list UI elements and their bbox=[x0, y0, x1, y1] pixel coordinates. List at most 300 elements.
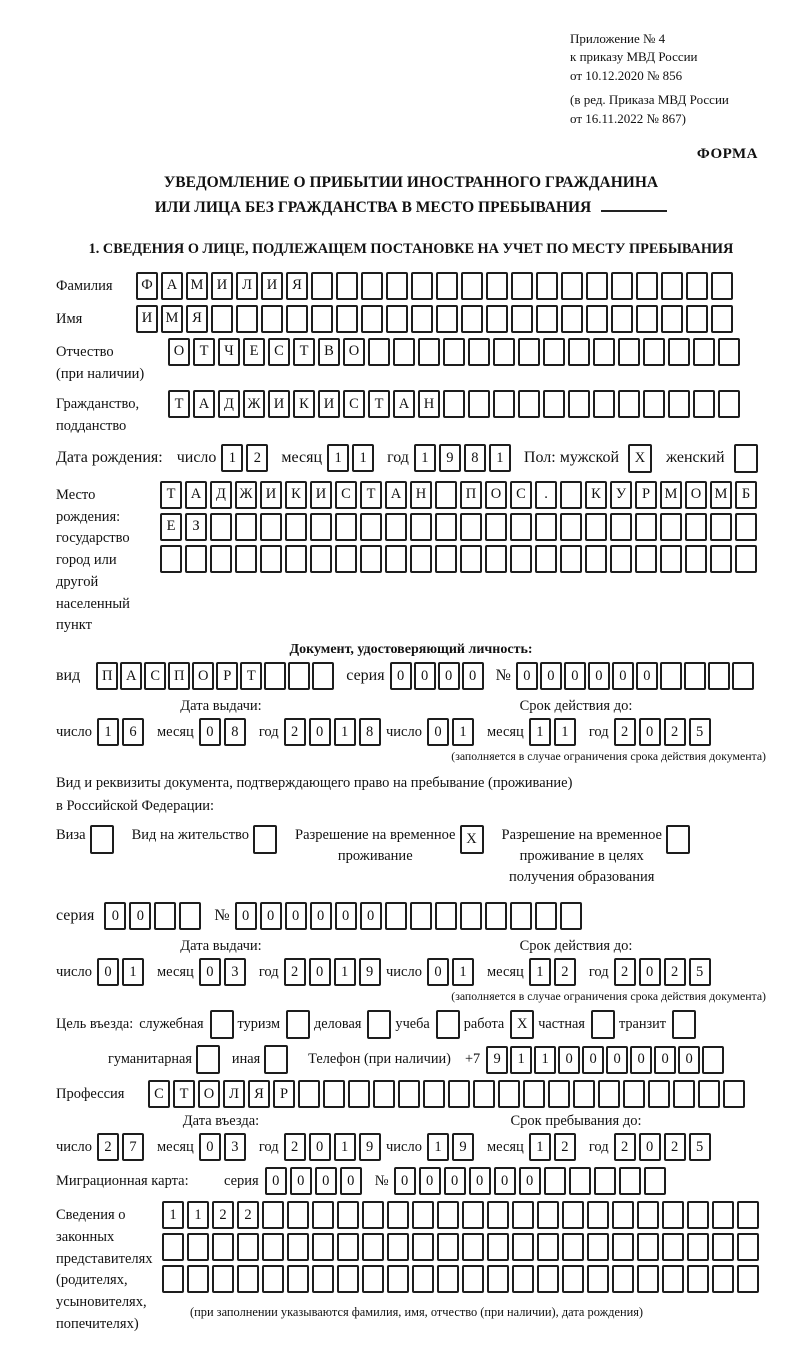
char-cell[interactable]: 0 bbox=[540, 662, 562, 690]
char-cell[interactable] bbox=[337, 1201, 359, 1229]
char-cell[interactable] bbox=[661, 272, 683, 300]
purpose-business-checkbox[interactable] bbox=[367, 1010, 391, 1039]
purpose-work-checkbox[interactable]: X bbox=[510, 1010, 534, 1039]
birth-day-cells[interactable] bbox=[221, 444, 271, 472]
char-cell[interactable] bbox=[411, 272, 433, 300]
purpose-transit-checkbox[interactable] bbox=[672, 1010, 696, 1039]
char-cell[interactable] bbox=[312, 662, 334, 690]
char-cell[interactable] bbox=[435, 902, 457, 930]
char-cell[interactable]: 0 bbox=[414, 662, 436, 690]
char-cell[interactable]: 1 bbox=[554, 718, 576, 746]
char-cell[interactable] bbox=[537, 1201, 559, 1229]
char-cell[interactable] bbox=[593, 338, 615, 366]
char-cell[interactable]: 0 bbox=[199, 958, 221, 986]
char-cell[interactable]: 1 bbox=[427, 1133, 449, 1161]
char-cell[interactable] bbox=[693, 390, 715, 418]
char-cell[interactable] bbox=[561, 305, 583, 333]
char-cell[interactable]: С bbox=[148, 1080, 170, 1108]
char-cell[interactable]: И bbox=[136, 305, 158, 333]
citizenship-cells[interactable] bbox=[168, 390, 743, 418]
char-cell[interactable]: 3 bbox=[224, 958, 246, 986]
char-cell[interactable] bbox=[610, 545, 632, 573]
char-cell[interactable] bbox=[362, 1265, 384, 1293]
char-cell[interactable] bbox=[637, 1201, 659, 1229]
char-cell[interactable] bbox=[673, 1080, 695, 1108]
residence-issue-month-cells[interactable] bbox=[199, 958, 249, 986]
char-cell[interactable] bbox=[643, 338, 665, 366]
char-cell[interactable]: 0 bbox=[199, 1133, 221, 1161]
char-cell[interactable] bbox=[536, 272, 558, 300]
char-cell[interactable] bbox=[387, 1201, 409, 1229]
char-cell[interactable]: И bbox=[211, 272, 233, 300]
char-cell[interactable] bbox=[436, 305, 458, 333]
char-cell[interactable] bbox=[718, 390, 740, 418]
char-cell[interactable]: Я bbox=[186, 305, 208, 333]
char-cell[interactable] bbox=[485, 545, 507, 573]
char-cell[interactable] bbox=[486, 305, 508, 333]
char-cell[interactable] bbox=[335, 545, 357, 573]
char-cell[interactable] bbox=[512, 1265, 534, 1293]
char-cell[interactable] bbox=[711, 272, 733, 300]
char-cell[interactable] bbox=[212, 1233, 234, 1261]
char-cell[interactable]: Е bbox=[160, 513, 182, 541]
char-cell[interactable] bbox=[737, 1265, 759, 1293]
char-cell[interactable] bbox=[187, 1265, 209, 1293]
char-cell[interactable] bbox=[712, 1265, 734, 1293]
purpose-tourism-checkbox[interactable] bbox=[286, 1010, 310, 1039]
char-cell[interactable]: В bbox=[318, 338, 340, 366]
representatives-row1[interactable] bbox=[162, 1201, 762, 1229]
char-cell[interactable] bbox=[160, 545, 182, 573]
char-cell[interactable] bbox=[737, 1233, 759, 1261]
char-cell[interactable]: 0 bbox=[285, 902, 307, 930]
char-cell[interactable] bbox=[586, 272, 608, 300]
char-cell[interactable] bbox=[460, 513, 482, 541]
char-cell[interactable] bbox=[368, 338, 390, 366]
char-cell[interactable]: А bbox=[193, 390, 215, 418]
char-cell[interactable] bbox=[162, 1265, 184, 1293]
char-cell[interactable] bbox=[593, 390, 615, 418]
char-cell[interactable] bbox=[348, 1080, 370, 1108]
char-cell[interactable]: 0 bbox=[260, 902, 282, 930]
representatives-row2[interactable] bbox=[162, 1233, 762, 1261]
char-cell[interactable] bbox=[712, 1233, 734, 1261]
entry-month-cells[interactable] bbox=[199, 1133, 249, 1161]
char-cell[interactable]: О bbox=[485, 481, 507, 509]
char-cell[interactable] bbox=[660, 545, 682, 573]
char-cell[interactable] bbox=[560, 545, 582, 573]
char-cell[interactable]: 0 bbox=[315, 1167, 337, 1195]
char-cell[interactable]: 1 bbox=[414, 444, 436, 472]
char-cell[interactable]: 0 bbox=[265, 1167, 287, 1195]
char-cell[interactable] bbox=[735, 545, 757, 573]
char-cell[interactable] bbox=[660, 513, 682, 541]
char-cell[interactable] bbox=[443, 390, 465, 418]
char-cell[interactable] bbox=[473, 1080, 495, 1108]
char-cell[interactable]: 0 bbox=[639, 1133, 661, 1161]
char-cell[interactable] bbox=[510, 545, 532, 573]
representatives-row3[interactable] bbox=[162, 1265, 762, 1293]
char-cell[interactable] bbox=[287, 1265, 309, 1293]
char-cell[interactable]: 0 bbox=[199, 718, 221, 746]
char-cell[interactable] bbox=[623, 1080, 645, 1108]
char-cell[interactable] bbox=[493, 338, 515, 366]
purpose-humanitarian-checkbox[interactable] bbox=[196, 1045, 220, 1074]
char-cell[interactable]: Т bbox=[293, 338, 315, 366]
char-cell[interactable] bbox=[569, 1167, 591, 1195]
visa-checkbox[interactable] bbox=[90, 825, 114, 854]
stay-year-cells[interactable] bbox=[614, 1133, 714, 1161]
temp-residence-education-checkbox[interactable] bbox=[666, 825, 690, 854]
char-cell[interactable] bbox=[412, 1233, 434, 1261]
char-cell[interactable]: 1 bbox=[529, 718, 551, 746]
char-cell[interactable]: Я bbox=[248, 1080, 270, 1108]
char-cell[interactable] bbox=[487, 1265, 509, 1293]
char-cell[interactable] bbox=[361, 272, 383, 300]
char-cell[interactable] bbox=[385, 545, 407, 573]
char-cell[interactable]: И bbox=[260, 481, 282, 509]
male-checkbox[interactable]: X bbox=[628, 444, 652, 473]
char-cell[interactable] bbox=[236, 305, 258, 333]
char-cell[interactable] bbox=[562, 1201, 584, 1229]
char-cell[interactable]: 0 bbox=[639, 958, 661, 986]
char-cell[interactable] bbox=[462, 1233, 484, 1261]
char-cell[interactable] bbox=[544, 1167, 566, 1195]
char-cell[interactable] bbox=[337, 1233, 359, 1261]
char-cell[interactable] bbox=[618, 390, 640, 418]
char-cell[interactable]: 0 bbox=[612, 662, 634, 690]
expiry-day-cells[interactable] bbox=[427, 718, 477, 746]
char-cell[interactable] bbox=[635, 545, 657, 573]
char-cell[interactable] bbox=[212, 1265, 234, 1293]
char-cell[interactable]: Я bbox=[286, 272, 308, 300]
char-cell[interactable] bbox=[285, 545, 307, 573]
char-cell[interactable]: 9 bbox=[359, 1133, 381, 1161]
char-cell[interactable]: Т bbox=[368, 390, 390, 418]
char-cell[interactable]: 0 bbox=[419, 1167, 441, 1195]
char-cell[interactable] bbox=[411, 305, 433, 333]
char-cell[interactable]: Н bbox=[410, 481, 432, 509]
char-cell[interactable] bbox=[443, 338, 465, 366]
char-cell[interactable]: 2 bbox=[97, 1133, 119, 1161]
char-cell[interactable]: 0 bbox=[310, 902, 332, 930]
char-cell[interactable] bbox=[235, 513, 257, 541]
char-cell[interactable]: 9 bbox=[439, 444, 461, 472]
char-cell[interactable]: 8 bbox=[359, 718, 381, 746]
char-cell[interactable]: П bbox=[96, 662, 118, 690]
char-cell[interactable]: С bbox=[268, 338, 290, 366]
char-cell[interactable] bbox=[560, 902, 582, 930]
char-cell[interactable] bbox=[611, 272, 633, 300]
purpose-study-checkbox[interactable] bbox=[436, 1010, 460, 1039]
char-cell[interactable] bbox=[387, 1265, 409, 1293]
char-cell[interactable] bbox=[619, 1167, 641, 1195]
char-cell[interactable]: 9 bbox=[486, 1046, 508, 1074]
char-cell[interactable]: 9 bbox=[452, 1133, 474, 1161]
char-cell[interactable]: 0 bbox=[360, 902, 382, 930]
char-cell[interactable] bbox=[179, 902, 201, 930]
char-cell[interactable] bbox=[311, 272, 333, 300]
char-cell[interactable] bbox=[435, 481, 457, 509]
birth-place-row2[interactable] bbox=[160, 513, 760, 541]
doc-kind-cells[interactable] bbox=[96, 662, 336, 690]
char-cell[interactable] bbox=[288, 662, 310, 690]
char-cell[interactable]: Д bbox=[218, 390, 240, 418]
char-cell[interactable]: 0 bbox=[394, 1167, 416, 1195]
char-cell[interactable] bbox=[423, 1080, 445, 1108]
char-cell[interactable] bbox=[560, 481, 582, 509]
char-cell[interactable] bbox=[684, 662, 706, 690]
char-cell[interactable]: 0 bbox=[104, 902, 126, 930]
char-cell[interactable] bbox=[361, 305, 383, 333]
char-cell[interactable]: Т bbox=[240, 662, 262, 690]
char-cell[interactable] bbox=[437, 1201, 459, 1229]
char-cell[interactable] bbox=[398, 1080, 420, 1108]
char-cell[interactable] bbox=[635, 513, 657, 541]
char-cell[interactable] bbox=[412, 1201, 434, 1229]
char-cell[interactable] bbox=[535, 513, 557, 541]
char-cell[interactable] bbox=[310, 545, 332, 573]
char-cell[interactable] bbox=[661, 305, 683, 333]
char-cell[interactable] bbox=[412, 1265, 434, 1293]
char-cell[interactable] bbox=[264, 662, 286, 690]
char-cell[interactable]: Е bbox=[243, 338, 265, 366]
char-cell[interactable]: О bbox=[198, 1080, 220, 1108]
char-cell[interactable]: 2 bbox=[284, 958, 306, 986]
char-cell[interactable] bbox=[362, 1201, 384, 1229]
char-cell[interactable] bbox=[261, 305, 283, 333]
char-cell[interactable]: И bbox=[310, 481, 332, 509]
char-cell[interactable]: Т bbox=[160, 481, 182, 509]
char-cell[interactable] bbox=[612, 1201, 634, 1229]
residence-series-cells[interactable] bbox=[104, 902, 204, 930]
char-cell[interactable]: 0 bbox=[678, 1046, 700, 1074]
birth-month-cells[interactable] bbox=[327, 444, 377, 472]
char-cell[interactable]: . bbox=[535, 481, 557, 509]
char-cell[interactable] bbox=[237, 1265, 259, 1293]
char-cell[interactable] bbox=[262, 1233, 284, 1261]
char-cell[interactable] bbox=[732, 662, 754, 690]
char-cell[interactable]: 2 bbox=[664, 958, 686, 986]
char-cell[interactable] bbox=[262, 1265, 284, 1293]
char-cell[interactable] bbox=[535, 545, 557, 573]
char-cell[interactable] bbox=[585, 513, 607, 541]
char-cell[interactable] bbox=[594, 1167, 616, 1195]
char-cell[interactable]: 0 bbox=[654, 1046, 676, 1074]
char-cell[interactable]: 0 bbox=[340, 1167, 362, 1195]
char-cell[interactable] bbox=[312, 1201, 334, 1229]
char-cell[interactable] bbox=[686, 305, 708, 333]
char-cell[interactable]: 0 bbox=[427, 958, 449, 986]
char-cell[interactable]: 0 bbox=[309, 958, 331, 986]
char-cell[interactable]: 6 bbox=[122, 718, 144, 746]
char-cell[interactable]: П bbox=[168, 662, 190, 690]
char-cell[interactable]: Т bbox=[193, 338, 215, 366]
birth-place-row3[interactable] bbox=[160, 545, 760, 573]
phone-cells[interactable] bbox=[486, 1046, 726, 1074]
char-cell[interactable]: 1 bbox=[452, 718, 474, 746]
char-cell[interactable] bbox=[512, 1233, 534, 1261]
char-cell[interactable] bbox=[636, 272, 658, 300]
patronymic-cells[interactable] bbox=[168, 338, 743, 366]
char-cell[interactable] bbox=[386, 272, 408, 300]
char-cell[interactable] bbox=[685, 513, 707, 541]
residence-expiry-day-cells[interactable] bbox=[427, 958, 477, 986]
migration-number-cells[interactable] bbox=[394, 1167, 669, 1195]
char-cell[interactable] bbox=[211, 305, 233, 333]
stay-month-cells[interactable] bbox=[529, 1133, 579, 1161]
char-cell[interactable]: М bbox=[710, 481, 732, 509]
char-cell[interactable]: 0 bbox=[427, 718, 449, 746]
char-cell[interactable] bbox=[386, 305, 408, 333]
issue-year-cells[interactable] bbox=[284, 718, 384, 746]
char-cell[interactable] bbox=[662, 1233, 684, 1261]
char-cell[interactable] bbox=[598, 1080, 620, 1108]
char-cell[interactable]: 5 bbox=[689, 958, 711, 986]
char-cell[interactable] bbox=[468, 390, 490, 418]
char-cell[interactable] bbox=[561, 272, 583, 300]
char-cell[interactable] bbox=[337, 1265, 359, 1293]
issue-day-cells[interactable] bbox=[97, 718, 147, 746]
char-cell[interactable] bbox=[461, 272, 483, 300]
char-cell[interactable] bbox=[510, 902, 532, 930]
char-cell[interactable]: К bbox=[285, 481, 307, 509]
residence-permit-checkbox[interactable] bbox=[253, 825, 277, 854]
char-cell[interactable]: 1 bbox=[534, 1046, 556, 1074]
char-cell[interactable] bbox=[287, 1233, 309, 1261]
char-cell[interactable] bbox=[485, 902, 507, 930]
char-cell[interactable]: 0 bbox=[558, 1046, 580, 1074]
char-cell[interactable]: О bbox=[192, 662, 214, 690]
residence-expiry-year-cells[interactable] bbox=[614, 958, 714, 986]
char-cell[interactable] bbox=[612, 1265, 634, 1293]
char-cell[interactable] bbox=[644, 1167, 666, 1195]
char-cell[interactable]: М bbox=[161, 305, 183, 333]
char-cell[interactable] bbox=[562, 1233, 584, 1261]
char-cell[interactable]: 0 bbox=[564, 662, 586, 690]
entry-year-cells[interactable] bbox=[284, 1133, 384, 1161]
char-cell[interactable]: 1 bbox=[327, 444, 349, 472]
char-cell[interactable] bbox=[536, 305, 558, 333]
char-cell[interactable] bbox=[498, 1080, 520, 1108]
char-cell[interactable] bbox=[410, 902, 432, 930]
char-cell[interactable] bbox=[698, 1080, 720, 1108]
char-cell[interactable] bbox=[512, 1201, 534, 1229]
char-cell[interactable] bbox=[436, 272, 458, 300]
doc-number-cells[interactable] bbox=[516, 662, 756, 690]
char-cell[interactable] bbox=[360, 545, 382, 573]
char-cell[interactable] bbox=[435, 545, 457, 573]
char-cell[interactable] bbox=[437, 1265, 459, 1293]
char-cell[interactable] bbox=[568, 390, 590, 418]
char-cell[interactable]: 0 bbox=[636, 662, 658, 690]
char-cell[interactable]: И bbox=[268, 390, 290, 418]
char-cell[interactable] bbox=[723, 1080, 745, 1108]
char-cell[interactable] bbox=[373, 1080, 395, 1108]
char-cell[interactable]: 0 bbox=[390, 662, 412, 690]
char-cell[interactable] bbox=[537, 1233, 559, 1261]
char-cell[interactable] bbox=[410, 545, 432, 573]
char-cell[interactable]: 8 bbox=[224, 718, 246, 746]
char-cell[interactable]: И bbox=[261, 272, 283, 300]
char-cell[interactable] bbox=[710, 513, 732, 541]
char-cell[interactable] bbox=[387, 1233, 409, 1261]
char-cell[interactable] bbox=[712, 1201, 734, 1229]
char-cell[interactable]: 1 bbox=[187, 1201, 209, 1229]
char-cell[interactable]: Р bbox=[216, 662, 238, 690]
char-cell[interactable]: Ф bbox=[136, 272, 158, 300]
char-cell[interactable]: С bbox=[335, 481, 357, 509]
char-cell[interactable]: Ч bbox=[218, 338, 240, 366]
char-cell[interactable]: Т bbox=[168, 390, 190, 418]
char-cell[interactable]: 1 bbox=[529, 958, 551, 986]
char-cell[interactable]: 0 bbox=[630, 1046, 652, 1074]
char-cell[interactable] bbox=[643, 390, 665, 418]
char-cell[interactable]: Т bbox=[360, 481, 382, 509]
char-cell[interactable]: 2 bbox=[664, 1133, 686, 1161]
char-cell[interactable] bbox=[437, 1233, 459, 1261]
char-cell[interactable]: 1 bbox=[334, 718, 356, 746]
char-cell[interactable]: 2 bbox=[284, 1133, 306, 1161]
char-cell[interactable] bbox=[287, 1201, 309, 1229]
char-cell[interactable] bbox=[560, 513, 582, 541]
char-cell[interactable]: 0 bbox=[438, 662, 460, 690]
char-cell[interactable]: 0 bbox=[129, 902, 151, 930]
char-cell[interactable] bbox=[687, 1233, 709, 1261]
char-cell[interactable] bbox=[668, 338, 690, 366]
char-cell[interactable]: 1 bbox=[489, 444, 511, 472]
char-cell[interactable] bbox=[260, 545, 282, 573]
char-cell[interactable] bbox=[718, 338, 740, 366]
char-cell[interactable]: 3 bbox=[224, 1133, 246, 1161]
char-cell[interactable] bbox=[385, 902, 407, 930]
char-cell[interactable] bbox=[693, 338, 715, 366]
char-cell[interactable] bbox=[468, 338, 490, 366]
char-cell[interactable] bbox=[162, 1233, 184, 1261]
char-cell[interactable] bbox=[662, 1201, 684, 1229]
residence-issue-day-cells[interactable] bbox=[97, 958, 147, 986]
residence-number-cells[interactable] bbox=[235, 902, 585, 930]
char-cell[interactable]: Р bbox=[273, 1080, 295, 1108]
char-cell[interactable]: 2 bbox=[554, 1133, 576, 1161]
char-cell[interactable] bbox=[460, 902, 482, 930]
char-cell[interactable] bbox=[460, 545, 482, 573]
char-cell[interactable] bbox=[461, 305, 483, 333]
char-cell[interactable] bbox=[312, 1233, 334, 1261]
char-cell[interactable] bbox=[535, 902, 557, 930]
surname-cells[interactable] bbox=[136, 272, 736, 300]
char-cell[interactable] bbox=[435, 513, 457, 541]
char-cell[interactable] bbox=[154, 902, 176, 930]
char-cell[interactable]: 0 bbox=[639, 718, 661, 746]
char-cell[interactable]: 2 bbox=[246, 444, 268, 472]
char-cell[interactable] bbox=[735, 513, 757, 541]
char-cell[interactable]: С bbox=[144, 662, 166, 690]
char-cell[interactable] bbox=[518, 338, 540, 366]
char-cell[interactable]: 1 bbox=[122, 958, 144, 986]
char-cell[interactable]: С bbox=[343, 390, 365, 418]
residence-issue-year-cells[interactable] bbox=[284, 958, 384, 986]
char-cell[interactable] bbox=[537, 1265, 559, 1293]
char-cell[interactable] bbox=[708, 662, 730, 690]
char-cell[interactable] bbox=[636, 305, 658, 333]
char-cell[interactable]: 2 bbox=[614, 718, 636, 746]
char-cell[interactable] bbox=[298, 1080, 320, 1108]
char-cell[interactable] bbox=[511, 272, 533, 300]
temp-residence-checkbox[interactable]: X bbox=[460, 825, 484, 854]
char-cell[interactable]: О bbox=[343, 338, 365, 366]
char-cell[interactable]: 0 bbox=[494, 1167, 516, 1195]
